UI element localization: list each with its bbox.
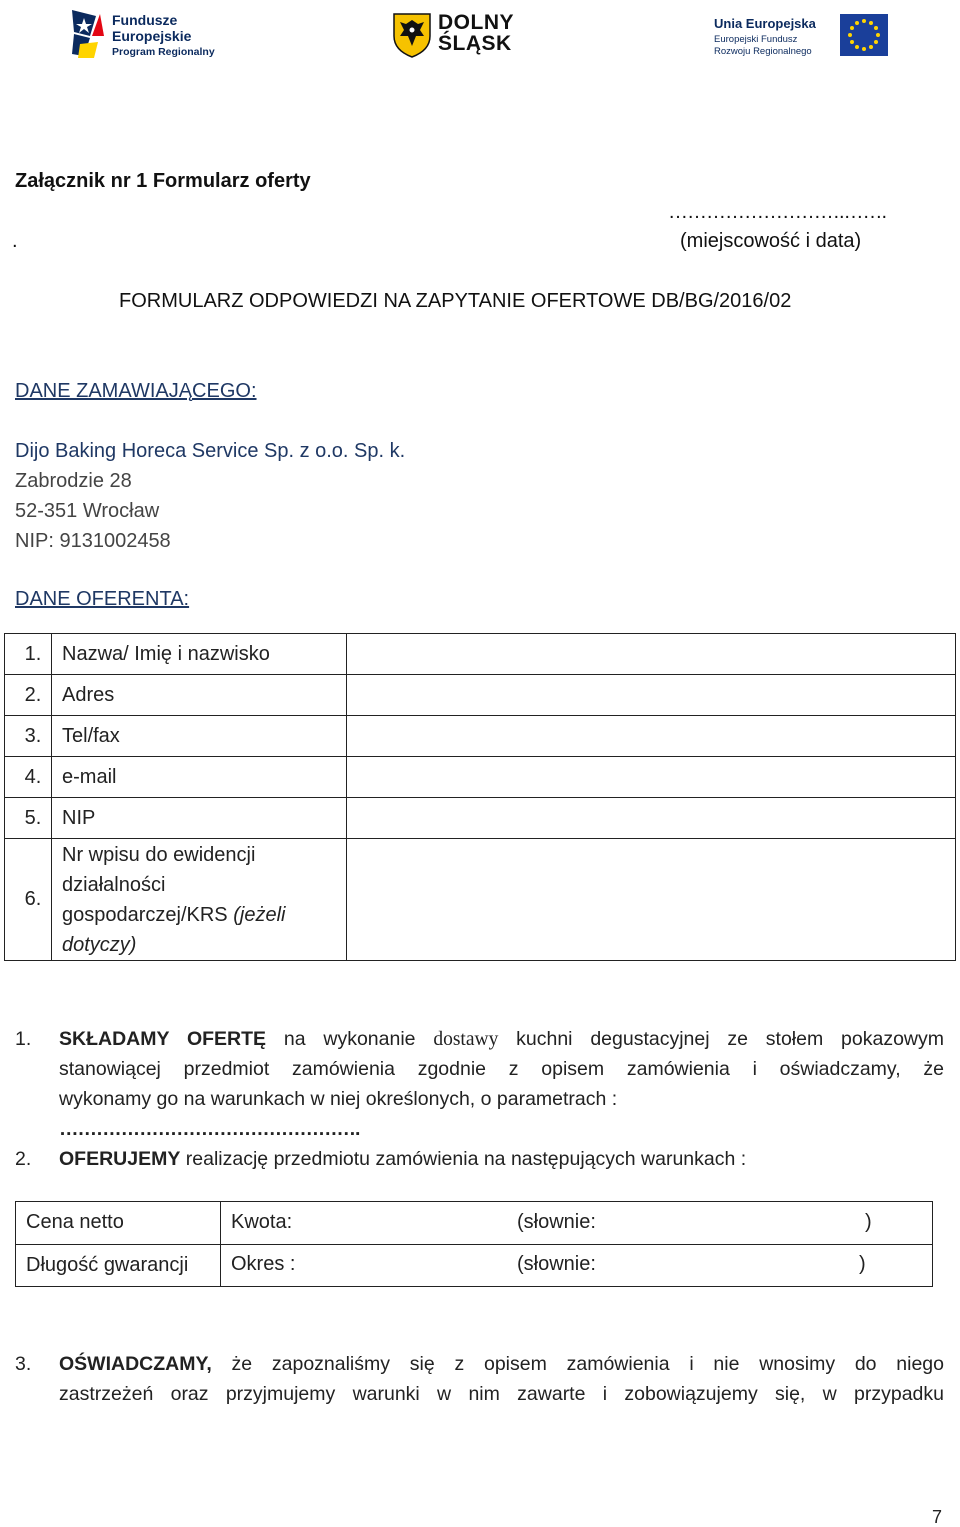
dolny-slask-coat-of-arms-icon bbox=[392, 12, 432, 58]
fundusze-europejskie-emblem-icon bbox=[70, 6, 110, 62]
offer-terms-table bbox=[15, 1201, 933, 1287]
offeror-heading: DANE OFERENTA: bbox=[15, 588, 190, 610]
buyer-city: 52-351 Wrocław bbox=[15, 500, 160, 522]
logo-ue-line2: Europejski Fundusz bbox=[714, 34, 798, 45]
warranty-period-field[interactable] bbox=[221, 1244, 933, 1287]
in-words-label: (słownie: bbox=[517, 1210, 596, 1233]
section3-number: 3. bbox=[15, 1353, 32, 1375]
eu-flag-icon bbox=[840, 14, 888, 56]
row-label: NIP bbox=[52, 798, 347, 839]
row-label-registry bbox=[52, 839, 347, 961]
table-row bbox=[16, 1202, 933, 1245]
buyer-heading: DANE ZAMAWIAJĄCEGO: bbox=[15, 380, 257, 402]
offeror-nip-field[interactable] bbox=[347, 798, 956, 839]
section1-serif-word: dostawy bbox=[433, 1029, 499, 1050]
buyer-street: Zabrodzie 28 bbox=[15, 470, 132, 492]
price-net-field[interactable] bbox=[221, 1202, 933, 1245]
terms-label: Cena netto bbox=[16, 1202, 221, 1245]
section1-dots: …………………………………………. bbox=[59, 1118, 360, 1140]
stray-dot: . bbox=[12, 230, 18, 252]
registry-label-line3-italic: (jeżeli bbox=[233, 903, 286, 926]
section1-text-b: kuchni degustacyjnej ze stołem pokazowym bbox=[516, 1028, 944, 1050]
offeror-data-table bbox=[4, 633, 956, 961]
section1-line1 bbox=[59, 1024, 944, 1055]
section1-line2: stanowiącej przedmiot zamówienia zgodnie z opisem zamówienia i oświadczamy, że bbox=[59, 1058, 944, 1080]
table-row bbox=[5, 798, 956, 839]
date-placeholder-dots: ……………………….……. bbox=[668, 201, 887, 223]
buyer-name: Dijo Baking Horeca Service Sp. z o.o. Sp. k. bbox=[15, 440, 406, 462]
row-number: 1. bbox=[24, 642, 42, 665]
logo-ds-line1: DOLNY bbox=[438, 11, 514, 34]
registry-label-line4-italic: dotyczy) bbox=[62, 933, 137, 956]
section3-line2: zastrzeżeń oraz przyjmujemy warunki w nim zawarte i zobowiązujemy się, w przypadku bbox=[59, 1383, 944, 1405]
section1-line3: wykonamy go na warunkach w niej określonych, o parametrach : bbox=[59, 1088, 618, 1110]
registry-label-line2: działalności bbox=[62, 873, 166, 896]
offeror-address-field[interactable] bbox=[347, 675, 956, 716]
row-number: 5. bbox=[24, 806, 42, 829]
amount-label: Kwota: bbox=[231, 1210, 293, 1233]
table-row bbox=[5, 634, 956, 675]
terms-label: Długość gwarancji bbox=[16, 1244, 221, 1287]
section3-bold: OŚWIADCZAMY, bbox=[59, 1353, 212, 1375]
section1-number: 1. bbox=[15, 1028, 32, 1050]
section1-bold: SKŁADAMY OFERTĘ bbox=[59, 1028, 267, 1050]
row-label: Tel/fax bbox=[52, 716, 347, 757]
section2-bold: OFERUJEMY bbox=[59, 1148, 181, 1170]
table-row bbox=[5, 839, 956, 961]
row-number: 4. bbox=[24, 765, 42, 788]
registry-label-line3: gospodarczej/KRS bbox=[62, 903, 228, 926]
logo-ds-line2: ŚLĄSK bbox=[438, 32, 512, 55]
row-label: Nazwa/ Imię i nazwisko bbox=[52, 634, 347, 675]
section2-text: realizację przedmiotu zamówienia na następujących warunkach : bbox=[185, 1148, 747, 1170]
logo-unia-europejska bbox=[714, 12, 894, 58]
table-row bbox=[16, 1244, 933, 1287]
row-label: e-mail bbox=[52, 757, 347, 798]
table-row bbox=[5, 757, 956, 798]
row-number: 6. bbox=[24, 888, 42, 910]
logo-fe-line2: Europejskie bbox=[112, 28, 192, 44]
offeror-name-field[interactable] bbox=[347, 634, 956, 675]
offeror-registry-field[interactable] bbox=[347, 839, 956, 961]
row-number: 3. bbox=[24, 724, 42, 747]
closing-paren: ) bbox=[859, 1253, 866, 1276]
buyer-nip: NIP: 9131002458 bbox=[15, 530, 171, 552]
period-label: Okres : bbox=[231, 1253, 296, 1276]
table-row bbox=[5, 675, 956, 716]
offeror-email-field[interactable] bbox=[347, 757, 956, 798]
logo-ue-line3: Rozwoju Regionalnego bbox=[714, 46, 812, 57]
table-row bbox=[5, 716, 956, 757]
logo-ue-line1: Unia Europejska bbox=[714, 16, 816, 31]
logo-fundusze-europejskie bbox=[70, 6, 220, 62]
logo-fe-line1: Fundusze bbox=[112, 12, 178, 28]
section3-text-a: że zapoznaliśmy się z opisem zamówienia i nie wnosimy do niego bbox=[231, 1353, 944, 1375]
attachment-title: Załącznik nr 1 Formularz oferty bbox=[15, 170, 311, 192]
row-number: 2. bbox=[24, 683, 42, 706]
section2-number: 2. bbox=[15, 1148, 32, 1170]
date-caption: (miejscowość i data) bbox=[680, 230, 862, 252]
logo-fe-line3: Program Regionalny bbox=[112, 46, 215, 58]
section2-line bbox=[59, 1144, 746, 1174]
page-number: 7 bbox=[932, 1507, 943, 1527]
logo-dolny-slask bbox=[392, 12, 532, 58]
form-title: FORMULARZ ODPOWIEDZI NA ZAPYTANIE OFERTOWE DB/BG/2016/02 bbox=[119, 290, 792, 312]
closing-paren: ) bbox=[865, 1210, 872, 1233]
offeror-phone-field[interactable] bbox=[347, 716, 956, 757]
in-words-label: (słownie: bbox=[517, 1253, 596, 1276]
section3-line1 bbox=[59, 1349, 944, 1379]
registry-label-line1: Nr wpisu do ewidencji bbox=[62, 843, 256, 866]
row-label: Adres bbox=[52, 675, 347, 716]
section1-text-a: na wykonanie bbox=[283, 1028, 416, 1050]
